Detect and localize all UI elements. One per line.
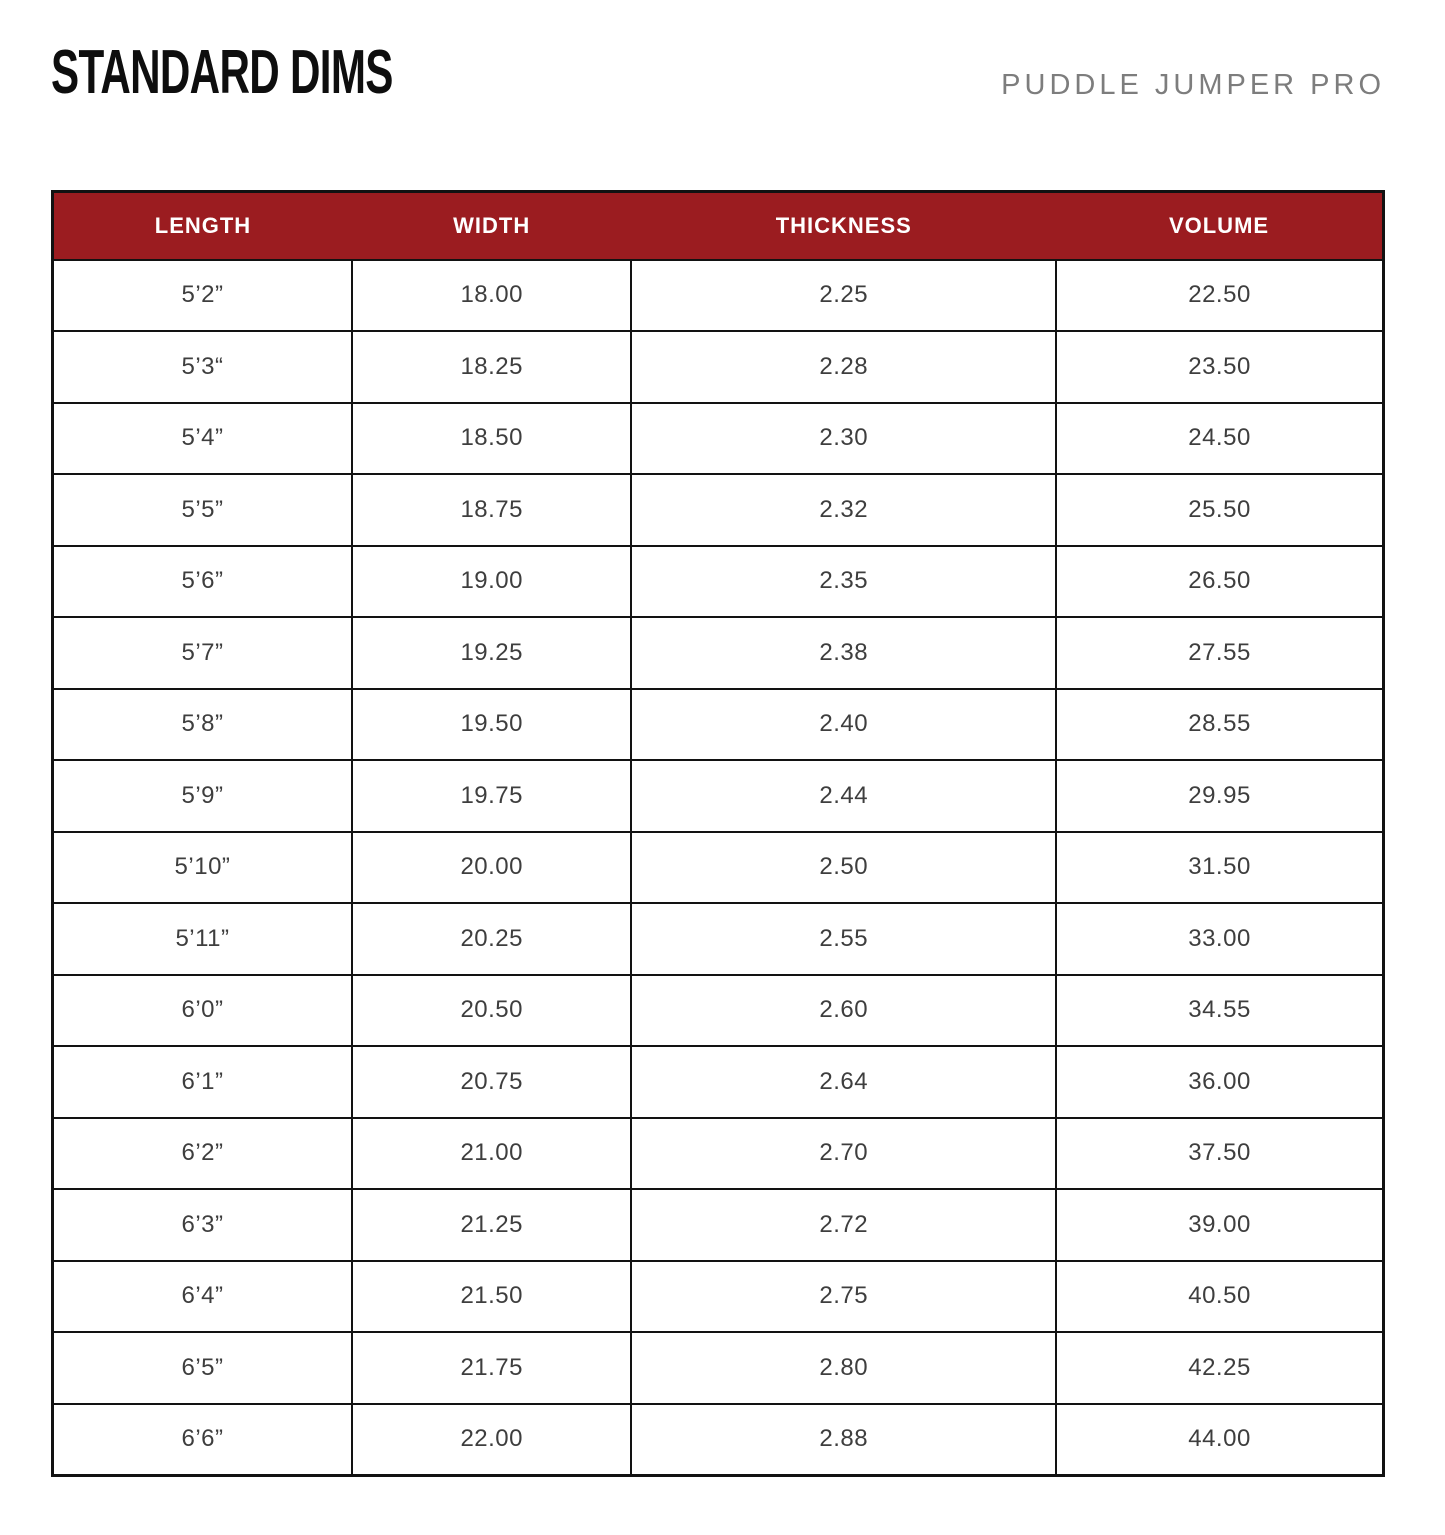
cell-width: 20.25	[352, 903, 632, 975]
table-row	[53, 1189, 1384, 1261]
table-header-row	[53, 192, 1384, 260]
cell-width: 20.75	[352, 1046, 632, 1118]
cell-width: 20.00	[352, 832, 632, 904]
cell-length: 5’4”	[53, 403, 352, 475]
cell-volume: 23.50	[1056, 331, 1383, 403]
cell-length: 5’7”	[53, 617, 352, 689]
cell-volume: 29.95	[1056, 760, 1383, 832]
cell-length: 6’5”	[53, 1332, 352, 1404]
cell-thickness: 2.30	[631, 403, 1056, 475]
cell-width: 22.00	[352, 1404, 632, 1476]
table-row	[53, 832, 1384, 904]
cell-volume: 34.55	[1056, 975, 1383, 1047]
table-row	[53, 689, 1384, 761]
table-row	[53, 474, 1384, 546]
table-row	[53, 1046, 1384, 1118]
cell-volume: 33.00	[1056, 903, 1383, 975]
page-header	[51, 38, 1385, 107]
col-header-width: WIDTH	[453, 212, 531, 238]
cell-thickness: 2.40	[631, 689, 1056, 761]
cell-thickness: 2.80	[631, 1332, 1056, 1404]
cell-width: 19.75	[352, 760, 632, 832]
table-head	[53, 192, 1384, 260]
page-title: STANDARD DIMS	[51, 38, 393, 107]
cell-length: 5’5”	[53, 474, 352, 546]
table-row	[53, 403, 1384, 475]
cell-width: 20.50	[352, 975, 632, 1047]
cell-length: 6’0”	[53, 975, 352, 1047]
table-row	[53, 903, 1384, 975]
table-body	[53, 260, 1384, 1476]
cell-width: 18.00	[352, 260, 632, 332]
cell-width: 21.50	[352, 1261, 632, 1333]
cell-length: 6’6”	[53, 1404, 352, 1476]
cell-length: 6’1”	[53, 1046, 352, 1118]
cell-thickness: 2.38	[631, 617, 1056, 689]
table-row	[53, 1404, 1384, 1476]
cell-length: 5’10”	[53, 832, 352, 904]
table-row	[53, 260, 1384, 332]
cell-length: 6’2”	[53, 1118, 352, 1190]
cell-volume: 44.00	[1056, 1404, 1383, 1476]
cell-thickness: 2.64	[631, 1046, 1056, 1118]
cell-thickness: 2.28	[631, 331, 1056, 403]
cell-volume: 42.25	[1056, 1332, 1383, 1404]
cell-length: 5’6”	[53, 546, 352, 618]
cell-volume: 37.50	[1056, 1118, 1383, 1190]
cell-volume: 31.50	[1056, 832, 1383, 904]
cell-width: 21.00	[352, 1118, 632, 1190]
cell-thickness: 2.88	[631, 1404, 1056, 1476]
cell-thickness: 2.25	[631, 260, 1056, 332]
product-name: PUDDLE JUMPER PRO	[1001, 69, 1385, 101]
cell-thickness: 2.72	[631, 1189, 1056, 1261]
cell-volume: 36.00	[1056, 1046, 1383, 1118]
cell-width: 19.00	[352, 546, 632, 618]
table-row	[53, 617, 1384, 689]
table-row	[53, 975, 1384, 1047]
cell-thickness: 2.55	[631, 903, 1056, 975]
cell-thickness: 2.60	[631, 975, 1056, 1047]
table-row	[53, 760, 1384, 832]
cell-thickness: 2.75	[631, 1261, 1056, 1333]
cell-thickness: 2.50	[631, 832, 1056, 904]
cell-thickness: 2.32	[631, 474, 1056, 546]
cell-length: 5’2”	[53, 260, 352, 332]
cell-length: 5’9”	[53, 760, 352, 832]
cell-length: 5’3“	[53, 331, 352, 403]
cell-volume: 24.50	[1056, 403, 1383, 475]
col-header-length: LENGTH	[154, 212, 252, 238]
cell-volume: 27.55	[1056, 617, 1383, 689]
cell-volume: 22.50	[1056, 260, 1383, 332]
table-row	[53, 546, 1384, 618]
cell-length: 5’11”	[53, 903, 352, 975]
cell-volume: 28.55	[1056, 689, 1383, 761]
col-header-volume: VOLUME	[1168, 212, 1270, 238]
cell-volume: 25.50	[1056, 474, 1383, 546]
cell-thickness: 2.44	[631, 760, 1056, 832]
cell-width: 21.75	[352, 1332, 632, 1404]
cell-width: 19.50	[352, 689, 632, 761]
table-row	[53, 1332, 1384, 1404]
cell-length: 6’3”	[53, 1189, 352, 1261]
cell-thickness: 2.35	[631, 546, 1056, 618]
table-row	[53, 1261, 1384, 1333]
dims-table	[51, 190, 1385, 1477]
cell-width: 18.25	[352, 331, 632, 403]
col-header-thickness: THICKNESS	[775, 212, 912, 238]
cell-length: 6’4”	[53, 1261, 352, 1333]
cell-volume: 26.50	[1056, 546, 1383, 618]
cell-length: 5’8”	[53, 689, 352, 761]
table-row	[53, 1118, 1384, 1190]
cell-thickness: 2.70	[631, 1118, 1056, 1190]
cell-width: 18.75	[352, 474, 632, 546]
cell-volume: 40.50	[1056, 1261, 1383, 1333]
cell-width: 18.50	[352, 403, 632, 475]
table-row	[53, 331, 1384, 403]
cell-width: 19.25	[352, 617, 632, 689]
cell-width: 21.25	[352, 1189, 632, 1261]
cell-volume: 39.00	[1056, 1189, 1383, 1261]
